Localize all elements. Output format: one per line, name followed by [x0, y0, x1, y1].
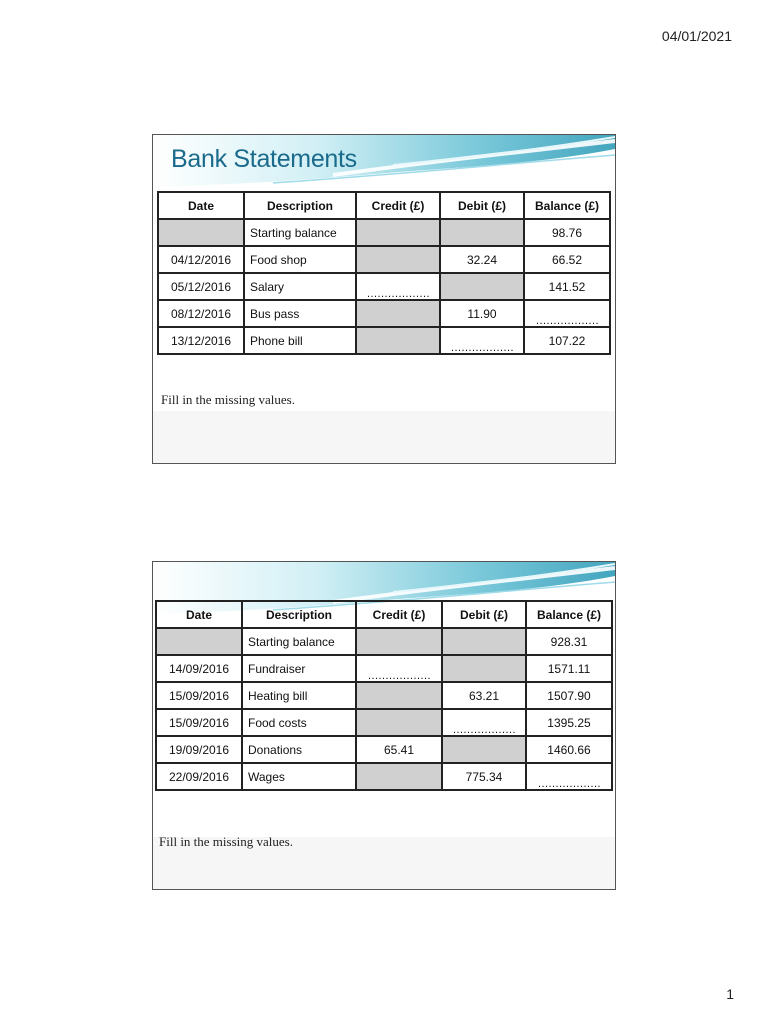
- cell-credit: [356, 219, 440, 246]
- cell-balance: 1571.11: [526, 655, 612, 682]
- cell-description: Starting balance: [244, 219, 356, 246]
- table-row: [158, 273, 610, 300]
- column-header-date: Date: [156, 601, 242, 628]
- blank-answer-line: ………………: [535, 314, 599, 327]
- cell-balance: [526, 763, 612, 790]
- blank-answer-line: ………………: [452, 723, 516, 736]
- table-header-row: [158, 192, 610, 219]
- column-header-date: Date: [158, 192, 244, 219]
- cell-date: 04/12/2016: [158, 246, 244, 273]
- cell-debit: [440, 219, 524, 246]
- cell-credit: [356, 327, 440, 354]
- cell-credit: [356, 682, 442, 709]
- page-number: 1: [726, 986, 734, 1002]
- cell-description: Heating bill: [242, 682, 356, 709]
- blank-answer-line: ………………: [450, 341, 514, 354]
- column-header-description: Description: [244, 192, 356, 219]
- slide-bottom-shade: [153, 411, 615, 463]
- cell-debit: [440, 273, 524, 300]
- cell-date: [156, 628, 242, 655]
- cell-debit: 63.21: [442, 682, 526, 709]
- column-header-credit: Credit (£): [356, 192, 440, 219]
- cell-debit: [442, 628, 526, 655]
- cell-credit: [356, 763, 442, 790]
- cell-credit: [356, 273, 440, 300]
- cell-credit: [356, 628, 442, 655]
- column-header-balance: Balance (£): [526, 601, 612, 628]
- column-header-credit: Credit (£): [356, 601, 442, 628]
- table-row: [156, 709, 612, 736]
- bank-statement-table: [155, 600, 613, 791]
- cell-debit: [440, 327, 524, 354]
- bank-statement-table: [157, 191, 611, 355]
- cell-debit: 32.24: [440, 246, 524, 273]
- cell-credit: [356, 300, 440, 327]
- column-header-debit: Debit (£): [442, 601, 526, 628]
- table-header-row: [156, 601, 612, 628]
- slide-bank-statements-2: [152, 561, 616, 890]
- table-row: [158, 327, 610, 354]
- slide-bank-statements-1: [152, 134, 616, 464]
- cell-description: Fundraiser: [242, 655, 356, 682]
- cell-balance: 1395.25: [526, 709, 612, 736]
- table-row: [158, 246, 610, 273]
- cell-balance: 1507.90: [526, 682, 612, 709]
- blank-answer-line: ………………: [367, 669, 431, 682]
- slide-title: Bank Statements: [171, 145, 357, 173]
- table-row: [156, 682, 612, 709]
- table-row: [156, 736, 612, 763]
- cell-credit: [356, 246, 440, 273]
- blank-answer-line: ………………: [366, 287, 430, 300]
- cell-date: 15/09/2016: [156, 682, 242, 709]
- cell-date: [158, 219, 244, 246]
- column-header-description: Description: [242, 601, 356, 628]
- cell-description: Food costs: [242, 709, 356, 736]
- cell-date: 13/12/2016: [158, 327, 244, 354]
- table-row: [158, 219, 610, 246]
- instruction-text: Fill in the missing values.: [159, 834, 293, 849]
- cell-date: 22/09/2016: [156, 763, 242, 790]
- column-header-debit: Debit (£): [440, 192, 524, 219]
- cell-description: Wages: [242, 763, 356, 790]
- cell-description: Food shop: [244, 246, 356, 273]
- cell-balance: 141.52: [524, 273, 610, 300]
- cell-date: 05/12/2016: [158, 273, 244, 300]
- page-date: 04/01/2021: [661, 28, 732, 44]
- cell-debit: [442, 736, 526, 763]
- cell-date: 14/09/2016: [156, 655, 242, 682]
- cell-balance: 66.52: [524, 246, 610, 273]
- cell-debit: 775.34: [442, 763, 526, 790]
- cell-balance: 98.76: [524, 219, 610, 246]
- cell-credit: [356, 655, 442, 682]
- cell-balance: 928.31: [526, 628, 612, 655]
- cell-debit: 11.90: [440, 300, 524, 327]
- cell-date: 19/09/2016: [156, 736, 242, 763]
- cell-date: 08/12/2016: [158, 300, 244, 327]
- table-row: [158, 300, 610, 327]
- cell-description: Salary: [244, 273, 356, 300]
- cell-debit: [442, 655, 526, 682]
- table-row: [156, 655, 612, 682]
- column-header-balance: Balance (£): [524, 192, 610, 219]
- cell-credit: 65.41: [356, 736, 442, 763]
- table-row: [156, 763, 612, 790]
- cell-description: Donations: [242, 736, 356, 763]
- cell-description: Bus pass: [244, 300, 356, 327]
- cell-description: Phone bill: [244, 327, 356, 354]
- blank-answer-line: ………………: [537, 777, 601, 790]
- instruction-text: Fill in the missing values.: [161, 392, 295, 407]
- cell-balance: 107.22: [524, 327, 610, 354]
- cell-balance: 1460.66: [526, 736, 612, 763]
- table-row: [156, 628, 612, 655]
- cell-credit: [356, 709, 442, 736]
- cell-description: Starting balance: [242, 628, 356, 655]
- cell-balance: [524, 300, 610, 327]
- cell-debit: [442, 709, 526, 736]
- cell-date: 15/09/2016: [156, 709, 242, 736]
